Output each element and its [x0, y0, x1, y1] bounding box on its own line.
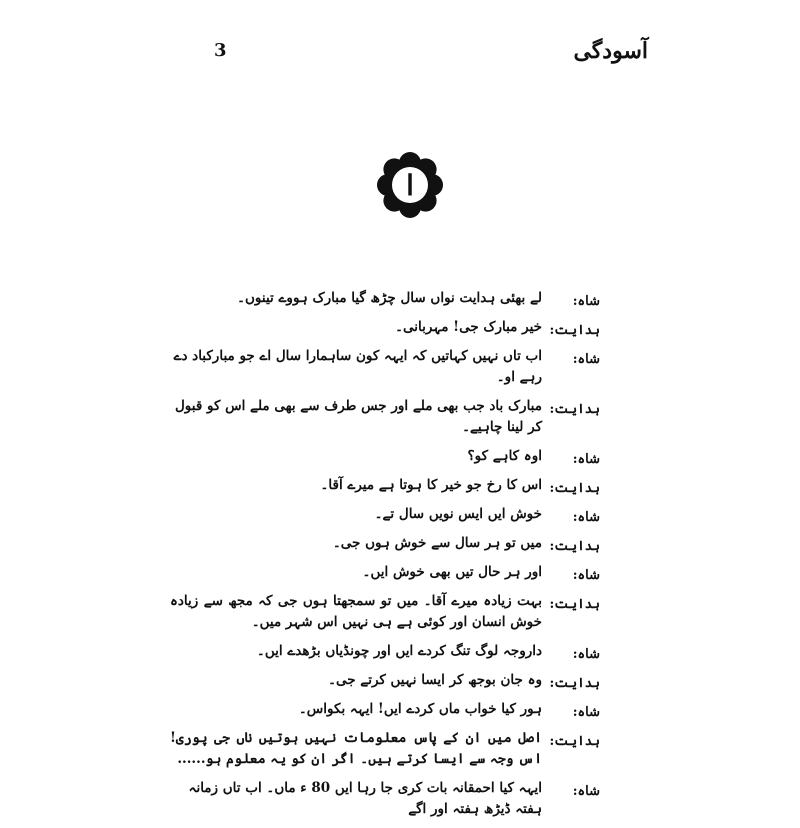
dialogue-line: خوش ایں ایس نویں سال تے۔: [374, 506, 542, 522]
speaker-name: شاہ:: [572, 352, 600, 367]
dialogue-line: بہت زیادہ میرے آقا۔ میں تو سمجھتا ہوں جی کہ مجھ سے زیادہ خوش انسان اور کوئی ہے ہی نہیں اس شہر میں۔: [170, 593, 542, 630]
speaker-name: ہدایت:: [549, 323, 600, 338]
speaker-name: شاہ:: [572, 784, 600, 799]
dialogue-entry: [170, 346, 600, 388]
dialogue-entry: [170, 396, 600, 438]
speaker-name: شاہ:: [572, 452, 600, 467]
speaker-name: ہدایت:: [549, 676, 600, 691]
chapter-number-emblem: [373, 148, 447, 222]
dialogue-entry: [170, 562, 600, 583]
dialogue-line: مبارک باد جب بھی ملے اور جس طرف سے بھی ملے اس کو قبول کر لینا چاہیے۔: [175, 398, 542, 435]
speaker-name: ہدایت:: [549, 597, 600, 612]
page-number: 3: [214, 40, 227, 61]
speaker-name: شاہ:: [572, 294, 600, 309]
dialogue-line: داروجہ لوگ تنگ کردے ایں اور چونڈیاں بڑھدے ایں۔: [256, 643, 542, 659]
speaker-name: شاہ:: [572, 568, 600, 583]
speaker-name: ہدایت:: [549, 481, 600, 496]
speaker-name: ہدایت:: [549, 539, 600, 554]
dialogue-line: اب تاں نہیں کہاتیں کہ ایہہ کون ساہمارا سال اے جو مبارکباد دے رہے او۔: [173, 348, 542, 385]
dialogue-line: خیر مبارک جی! مہربانی۔: [395, 319, 542, 335]
dialogue-entry: [170, 533, 600, 554]
dialogue-line: اصل میں ان کے پاس معلومات نہیں ہوتیں ناں جی پوری! اس وجہ سے ایسا کرتے ہیں۔ اگر ان کو یہ معلوم ہو......: [170, 730, 542, 767]
dialogue-line: ایہہ کیا احمقانہ بات کری جا رہا ایں 80 ء ماں۔ اب تاں زمانہ ہفتہ ڈیڑھ ہفتہ اور اگے: [188, 780, 542, 817]
dialogue-entry: [170, 728, 600, 770]
dialogue-entry: [170, 641, 600, 662]
dialogue-list: [170, 288, 600, 828]
dialogue-entry: [170, 288, 600, 309]
dialogue-line: لے بھئی ہدایت نواں سال چڑھ گیا مبارک ہووے تینوں۔: [237, 290, 542, 306]
speaker-name: ہدایت:: [549, 734, 600, 749]
speaker-name: شاہ:: [572, 647, 600, 662]
dialogue-entry: [170, 778, 600, 820]
dialogue-entry: [170, 317, 600, 338]
dialogue-entry: [170, 699, 600, 720]
chapter-number: ا: [406, 169, 414, 202]
dialogue-line: وہ جان بوجھ کر ایسا نہیں کرتے جی۔: [328, 672, 542, 688]
dialogue-entry: [170, 670, 600, 691]
dialogue-entry: [170, 475, 600, 496]
dialogue-line: اس کا رخ جو خیر کا ہوتا ہے میرے آقا۔: [320, 477, 542, 493]
dialogue-entry: [170, 591, 600, 633]
dialogue-line: اوہ کاہے کو؟: [467, 448, 542, 464]
dialogue-entry: [170, 446, 600, 467]
speaker-name: ہدایت:: [549, 402, 600, 417]
speaker-name: شاہ:: [572, 510, 600, 525]
dialogue-entry: [170, 504, 600, 525]
running-title: آسودگی: [573, 38, 648, 64]
flower-emblem-icon: [373, 148, 447, 222]
dialogue-line: میں تو ہر سال سے خوش ہوں جی۔: [332, 535, 542, 551]
speaker-name: شاہ:: [572, 705, 600, 720]
dialogue-line: ہور کیا خواب ماں کردے ایں! ایہہ بکواس۔: [298, 701, 542, 717]
dialogue-line: اور ہر حال تیں بھی خوش ایں۔: [362, 564, 542, 580]
